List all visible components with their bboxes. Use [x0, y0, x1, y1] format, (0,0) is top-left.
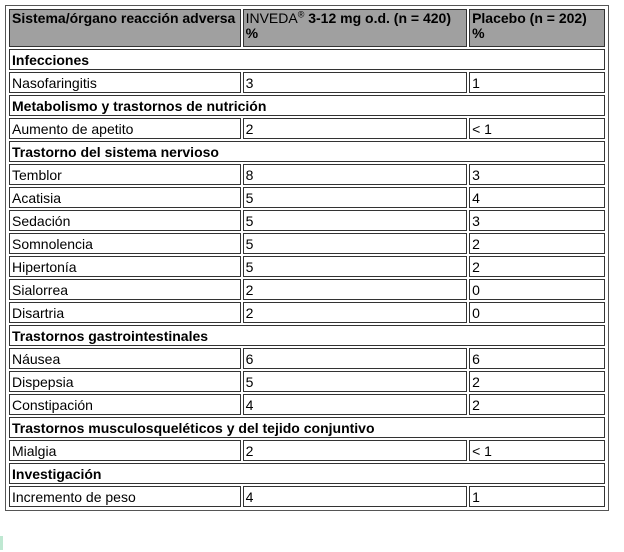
reaction-cell: Temblor — [9, 164, 241, 185]
placebo-percent-cell: 6 — [469, 348, 605, 369]
placebo-percent-cell: 2 — [469, 233, 605, 254]
table-row — [9, 72, 605, 93]
placebo-percent-cell: 2 — [469, 256, 605, 277]
group-title: Trastorno del sistema nervioso — [9, 141, 605, 162]
reaction-cell: Hipertonía — [9, 256, 241, 277]
group-title: Metabolismo y trastornos de nutrición — [9, 95, 605, 116]
reaction-cell: Acatisia — [9, 187, 241, 208]
inveda-percent-cell: 2 — [243, 302, 468, 323]
placebo-percent-cell: < 1 — [469, 118, 605, 139]
inveda-percent-cell: 4 — [243, 486, 468, 507]
placebo-percent-cell: 0 — [469, 302, 605, 323]
placebo-percent-cell: 1 — [469, 486, 605, 507]
adverse-reactions-table-frame — [5, 5, 609, 511]
placebo-percent-cell: 2 — [469, 371, 605, 392]
reaction-cell: Náusea — [9, 348, 241, 369]
group-header-row — [9, 463, 605, 484]
inveda-percent-cell: 5 — [243, 187, 468, 208]
table-header-row — [9, 9, 605, 47]
placebo-percent-cell: 2 — [469, 394, 605, 415]
placebo-percent-cell: 4 — [469, 187, 605, 208]
table-row — [9, 302, 605, 323]
header-system-organ: Sistema/órgano reacción adversa — [9, 9, 241, 47]
table-row — [9, 210, 605, 231]
inveda-percent-cell: 8 — [243, 164, 468, 185]
group-header-row — [9, 141, 605, 162]
group-title: Investigación — [9, 463, 605, 484]
placebo-percent-cell: < 1 — [469, 440, 605, 461]
table-row — [9, 164, 605, 185]
table-row — [9, 371, 605, 392]
reaction-cell: Nasofaringitis — [9, 72, 241, 93]
group-header-row — [9, 95, 605, 116]
table-row — [9, 394, 605, 415]
group-header-row — [9, 325, 605, 346]
header-placebo: Placebo (n = 202) % — [469, 9, 605, 47]
inveda-percent-cell: 3 — [243, 72, 468, 93]
reaction-cell: Incremento de peso — [9, 486, 241, 507]
inveda-percent-cell: 6 — [243, 348, 468, 369]
reaction-cell: Dispepsia — [9, 371, 241, 392]
placebo-percent-cell: 3 — [469, 164, 605, 185]
inveda-percent-cell: 5 — [243, 371, 468, 392]
inveda-percent-cell: 2 — [243, 118, 468, 139]
inveda-percent-cell: 2 — [243, 279, 468, 300]
header-inveda: INVEDA® 3-12 mg o.d. (n = 420) % — [243, 9, 468, 47]
group-title: Infecciones — [9, 49, 605, 70]
reaction-cell: Aumento de apetito — [9, 118, 241, 139]
reaction-cell: Sedación — [9, 210, 241, 231]
group-title: Trastornos gastrointestinales — [9, 325, 605, 346]
table-row — [9, 486, 605, 507]
table-row — [9, 256, 605, 277]
table-row — [9, 348, 605, 369]
placebo-percent-cell: 0 — [469, 279, 605, 300]
adverse-reactions-table — [7, 7, 607, 509]
group-header-row — [9, 49, 605, 70]
placebo-percent-cell: 3 — [469, 210, 605, 231]
reaction-cell: Mialgia — [9, 440, 241, 461]
table-row — [9, 118, 605, 139]
reaction-cell: Disartria — [9, 302, 241, 323]
reaction-cell: Constipación — [9, 394, 241, 415]
group-header-row — [9, 417, 605, 438]
table-row — [9, 440, 605, 461]
inveda-percent-cell: 5 — [243, 210, 468, 231]
corner-decoration — [0, 536, 3, 550]
reaction-cell: Sialorrea — [9, 279, 241, 300]
table-row — [9, 279, 605, 300]
inveda-percent-cell: 4 — [243, 394, 468, 415]
inveda-percent-cell: 2 — [243, 440, 468, 461]
inveda-percent-cell: 5 — [243, 233, 468, 254]
table-row — [9, 233, 605, 254]
table-body — [9, 49, 605, 507]
placebo-percent-cell: 1 — [469, 72, 605, 93]
group-title: Trastornos musculosqueléticos y del tejido conjuntivo — [9, 417, 605, 438]
table-row — [9, 187, 605, 208]
inveda-percent-cell: 5 — [243, 256, 468, 277]
reaction-cell: Somnolencia — [9, 233, 241, 254]
